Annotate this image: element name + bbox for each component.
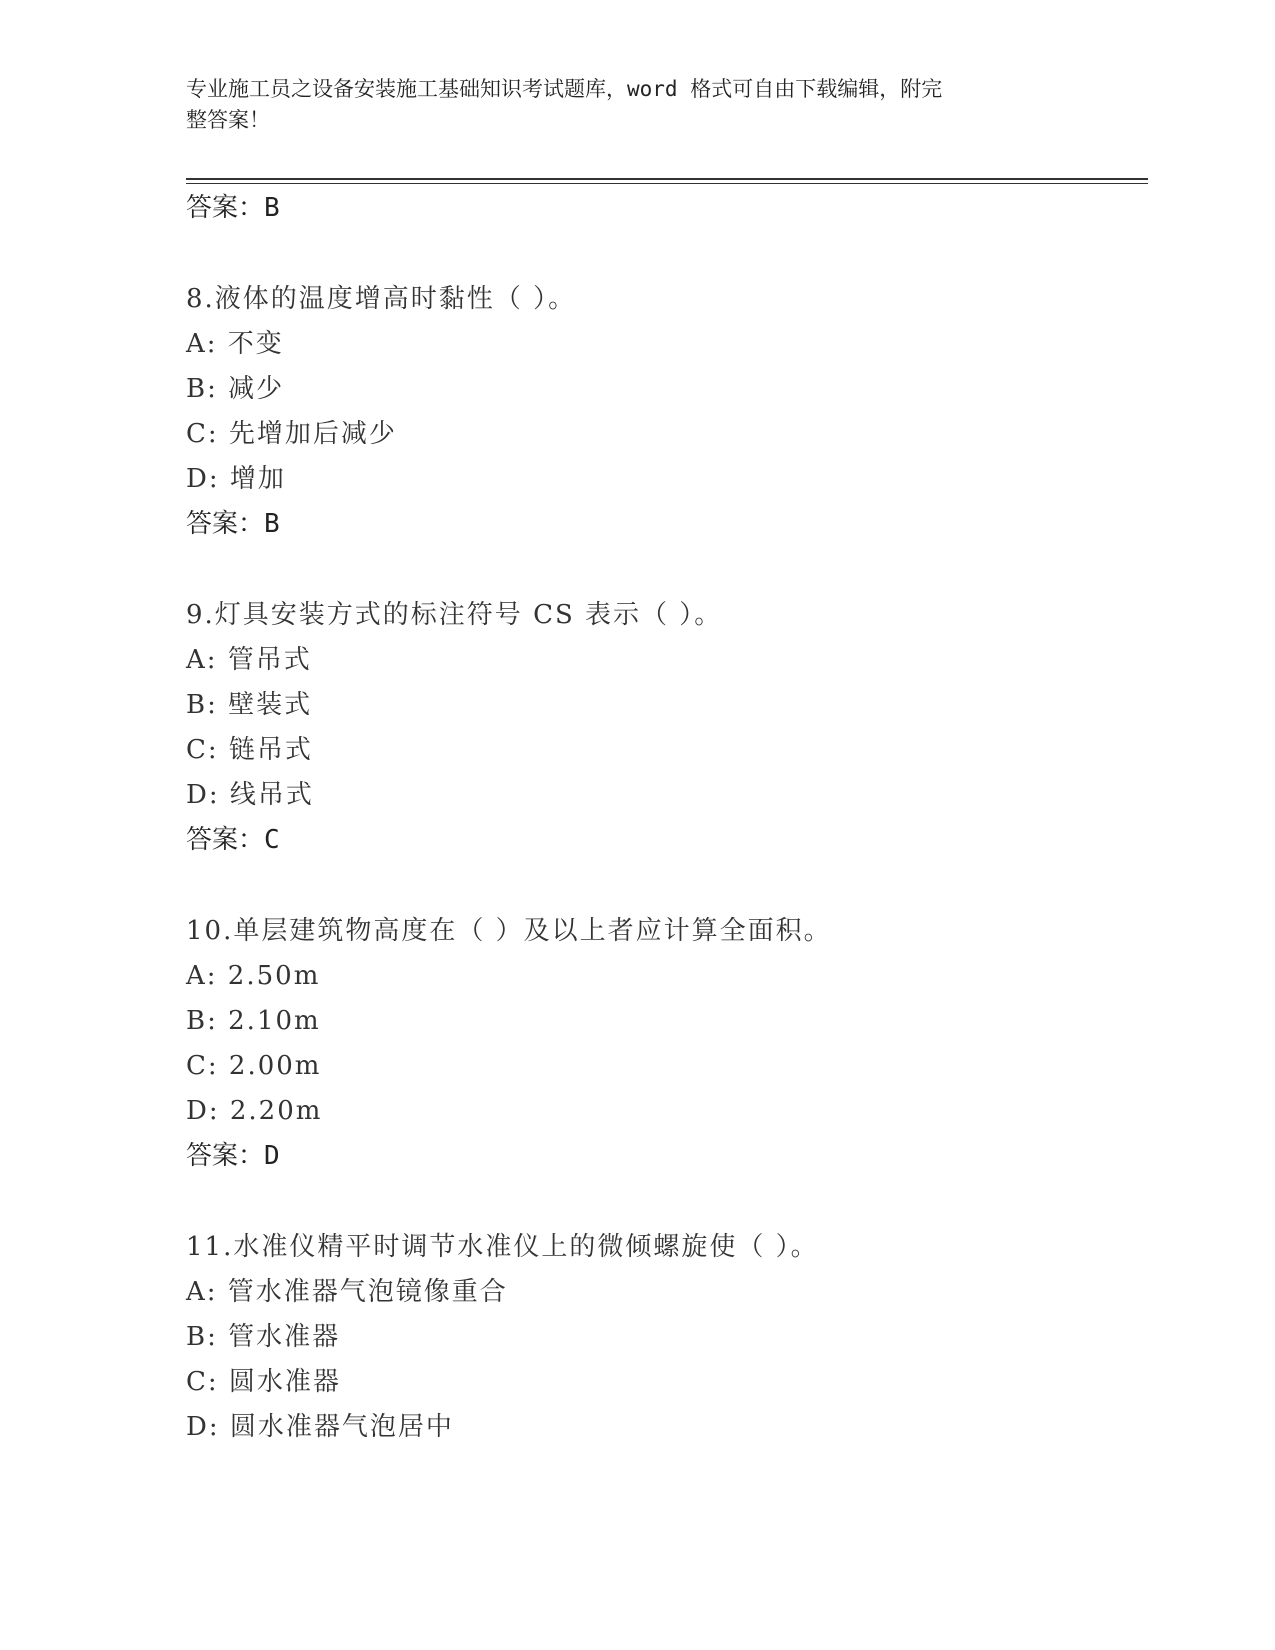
- header-line-1: 专业施工员之设备安装施工基础知识考试题库，word 格式可自由下载编辑，附完: [186, 77, 943, 101]
- question-11-option-d: D: 圆水准器气泡居中: [186, 1412, 454, 1442]
- question-10-answer: 答案：D: [186, 1141, 280, 1171]
- question-10-option-a: A: 2.50m: [186, 961, 321, 991]
- question-9-option-b: B: 壁装式: [186, 690, 313, 720]
- question-10-stem: 10.单层建筑物高度在（ ）及以上者应计算全面积。: [186, 916, 832, 946]
- question-8-option-b: B: 减少: [186, 374, 285, 404]
- header-divider-thick: [186, 178, 1148, 180]
- question-9-option-c: C: 链吊式: [186, 735, 313, 765]
- question-9-option-d: D: 线吊式: [186, 780, 314, 810]
- question-11-option-b: B: 管水准器: [186, 1322, 341, 1352]
- question-11-option-c: C: 圆水准器: [186, 1367, 341, 1397]
- question-8-option-c: C: 先增加后减少: [186, 419, 397, 449]
- question-9-option-a: A: 管吊式: [186, 645, 312, 675]
- question-8-stem: 8.液体的温度增高时黏性（ ）。: [186, 284, 577, 314]
- question-8-option-d: D: 增加: [186, 464, 286, 494]
- question-8-answer: 答案：B: [186, 509, 280, 539]
- question-11-option-a: A: 管水准器气泡镜像重合: [186, 1277, 508, 1307]
- question-9-answer: 答案：C: [186, 825, 280, 855]
- header-divider-thin: [186, 183, 1148, 184]
- question-9-stem: 9.灯具安装方式的标注符号 CS 表示（ ）。: [186, 600, 723, 630]
- previous-answer: 答案：B: [186, 193, 280, 223]
- question-10-option-d: D: 2.20m: [186, 1096, 323, 1126]
- document-header: [186, 74, 1066, 136]
- question-10-option-b: B: 2.10m: [186, 1006, 321, 1036]
- header-line-2: 整答案！: [186, 108, 270, 132]
- question-11-stem: 11.水准仪精平时调节水准仪上的微倾螺旋使（ ）。: [186, 1232, 819, 1262]
- question-10-option-c: C: 2.00m: [186, 1051, 322, 1081]
- question-8-option-a: A: 不变: [186, 329, 284, 359]
